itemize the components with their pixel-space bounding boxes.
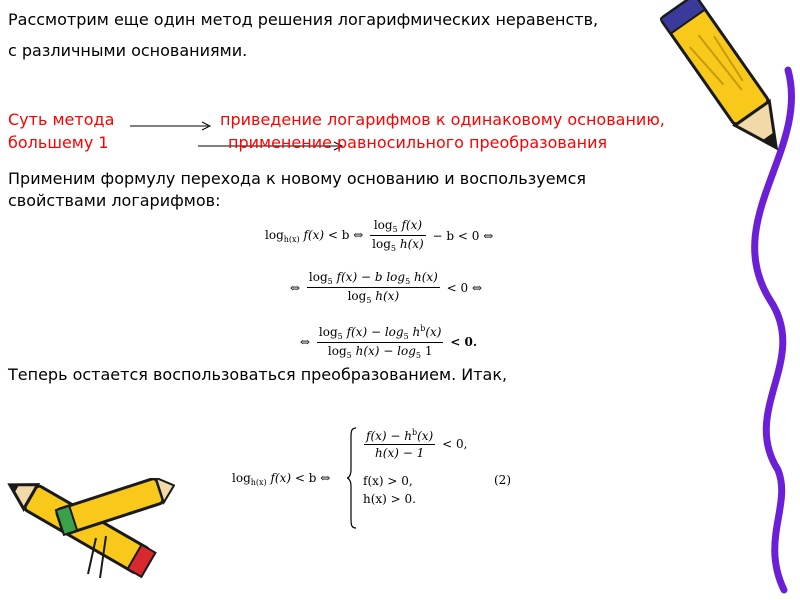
- apply-line-2: свойствами логарифмов:: [8, 191, 221, 210]
- now-line: Теперь остается воспользоваться преобразованием. Итак,: [8, 365, 508, 384]
- pencil-top-right-icon: [660, 0, 800, 600]
- essence-label: Суть метода: [8, 110, 115, 129]
- formula-3: ⇔ $\frac{\log_5 f(x) - \log_5 h^b(x)}{\log_5 h(x) - \log_5 1}$ < 0.: [300, 324, 478, 360]
- system-brace: [347, 426, 467, 530]
- equation-number: (2): [494, 473, 511, 487]
- pencils-bottom-left-icon: [0, 478, 175, 600]
- formula-2: ⇔ $\frac{\log_5 f(x) - b \log_5 h(x)}{\log_5 h(x)}$ < 0 ⇔: [290, 270, 483, 305]
- left-brace-icon: [347, 426, 357, 530]
- system-row-1: $\frac{f(x) - h^b(x)}{h(x) - 1}$ < 0,: [366, 428, 468, 460]
- arrow-right-icon: [128, 120, 214, 132]
- formula-1: $\log_{h(x)} f(x) < b$ ⇔ $\frac{\log_5 f(x)}{\log_5 h(x)}$ − b < 0 ⇔: [265, 218, 494, 253]
- intro-line-1: Рассмотрим еще один метод решения логарифмических неравенств,: [8, 10, 599, 29]
- essence-text-2: применение равносильного преобразования: [228, 133, 608, 152]
- apply-line-1: Применим формулу перехода к новому основанию и воспользуемся: [8, 169, 587, 188]
- system-row-3: h(x) > 0.: [363, 492, 416, 506]
- intro-line-2: с различными основаниями.: [8, 41, 248, 60]
- system-lhs: $\log_{h(x)} f(x) < b$ ⇔: [232, 471, 331, 487]
- system-row-2: f(x) > 0,: [363, 474, 413, 488]
- essence-text-1: приведение логарифмов к одинаковому основанию,: [220, 110, 665, 129]
- essence-label-2: большему 1: [8, 133, 109, 152]
